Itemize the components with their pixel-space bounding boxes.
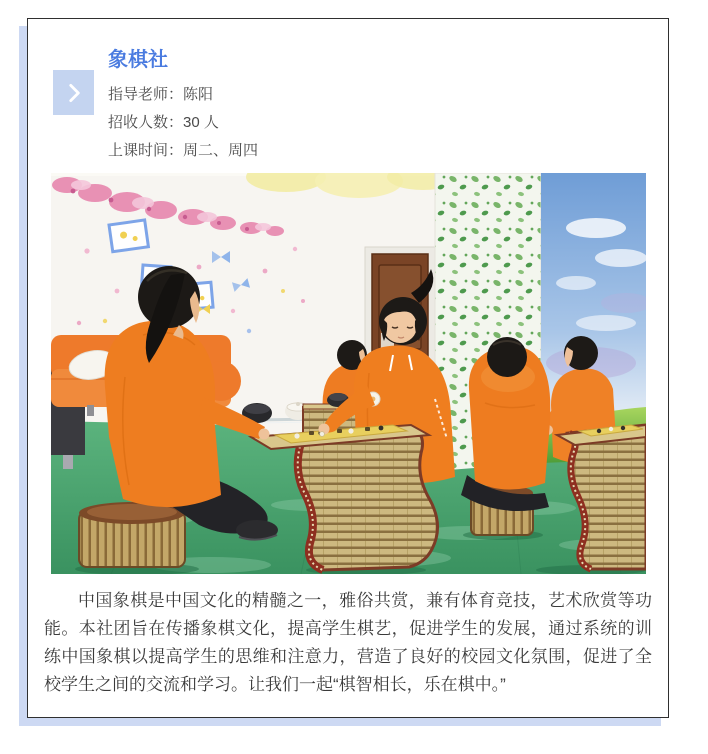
club-description: 中国象棋是中国文化的精髓之一，雅俗共赏，兼有体育竞技，艺术欣赏等功能。本社团旨在传播象棋文化，提高学生棋艺，促进学生的发展，通过系统的训练中国象棋以提高学生的思维和注意力，营造了良好的校园文化氛围，促进了全校学生之间的交流和学习。让我们一起“棋智相长，乐在棋中。” [44, 591, 652, 694]
club-info-teacher: 指导老师：陈阳 [108, 86, 214, 103]
club-photo-illustration [51, 173, 646, 574]
club-title: 象棋社 [108, 49, 168, 71]
chevron-right-glyph [61, 80, 87, 106]
club-card [27, 18, 669, 718]
club-header [108, 47, 628, 165]
club-photo [51, 173, 646, 574]
club-info-schedule: 上课时间：周二、周四 [108, 142, 259, 159]
chevron-right-icon [53, 70, 94, 115]
club-info-capacity: 招收人数：30 人 [108, 114, 219, 131]
